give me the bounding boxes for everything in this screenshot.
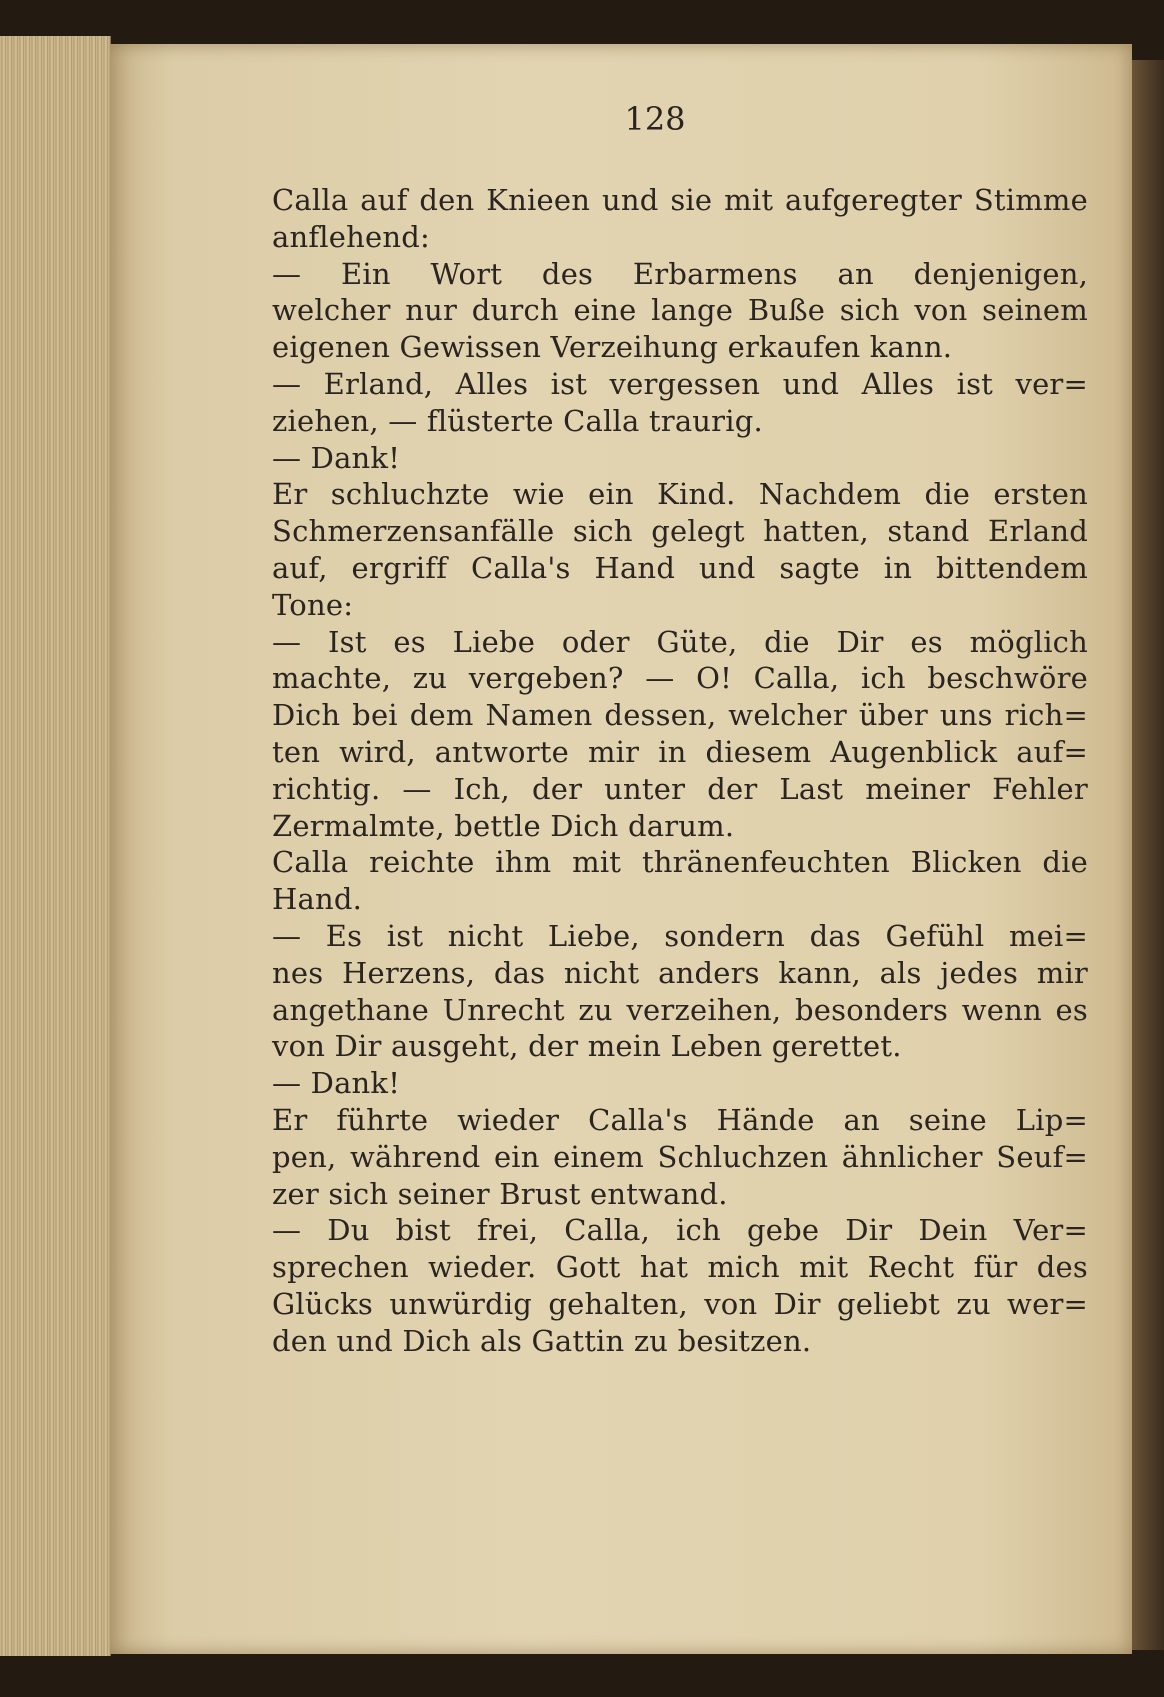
text-line: ziehen, — flüsterte Calla traurig. (272, 403, 763, 438)
text-line: von Dir ausgeht, der mein Leben gerettet. (272, 1029, 902, 1064)
text-line: Calla auf den Knieen und sie mit aufgeregter Stimme (272, 183, 1088, 217)
text-line: Schmerzensanfälle sich gelegt hatten, stand Erland (272, 514, 1088, 549)
page-number: 128 (624, 100, 686, 138)
text-line: Er führte wieder Calla's Hände an seine Lip= (272, 1102, 1088, 1137)
text-line: Hand. (272, 882, 363, 917)
text-line: pen, während ein einem Schluchzen ähnlicher Seuf= (272, 1139, 1088, 1174)
body-text (272, 182, 1088, 1360)
text-line: — Dank! (272, 440, 401, 475)
text-line: sprechen wieder. Gott hat mich mit Recht für des (272, 1250, 1088, 1285)
text-line: richtig. — Ich, der unter der Last meiner Fehler (272, 771, 1088, 806)
text-line: Tone: (272, 587, 354, 622)
text-line: Glücks unwürdig gehalten, von Dir geliebt zu wer= (272, 1286, 1088, 1321)
text-line: den und Dich als Gattin zu besitzen. (272, 1323, 812, 1358)
text-line: — Erland, Alles ist vergessen und Alles ist ver= (272, 366, 1088, 401)
text-line: auf, ergriff Calla's Hand und sagte in bittendem (272, 550, 1088, 585)
page-edges (0, 36, 111, 1656)
text-line: Dich bei dem Namen dessen, welcher über uns rich= (272, 698, 1088, 733)
text-line: zer sich seiner Brust entwand. (272, 1176, 728, 1211)
text-line: machte, zu vergeben? — O! Calla, ich beschwöre (272, 661, 1088, 696)
text-line: Er schluchzte wie ein Kind. Nachdem die ersten (272, 477, 1088, 512)
text-line: — Dank! (272, 1066, 401, 1101)
text-line: — Es ist nicht Liebe, sondern das Gefühl mei= (272, 918, 1088, 953)
text-line: eigenen Gewissen Verzeihung erkaufen kann. (272, 330, 953, 365)
text-line: — Ein Wort des Erbarmens an denjenigen, (272, 256, 1088, 291)
text-line: angethane Unrecht zu verzeihen, besonders wenn es (272, 992, 1088, 1027)
text-line: anflehend: (272, 219, 430, 254)
text-line: welcher nur durch eine lange Buße sich von seinem (272, 293, 1088, 328)
text-line: ten wird, antworte mir in diesem Augenblick auf= (272, 734, 1088, 769)
text-line: Zermalmte, bettle Dich darum. (272, 808, 735, 843)
binding-edge (1132, 60, 1164, 1650)
text-line: nes Herzens, das nicht anders kann, als jedes mir (272, 955, 1088, 990)
text-line: — Du bist frei, Calla, ich gebe Dir Dein Ver= (272, 1213, 1088, 1248)
text-line: Calla reichte ihm mit thränenfeuchten Blicken die (272, 845, 1088, 880)
text-line: — Ist es Liebe oder Güte, die Dir es möglich (272, 624, 1088, 659)
